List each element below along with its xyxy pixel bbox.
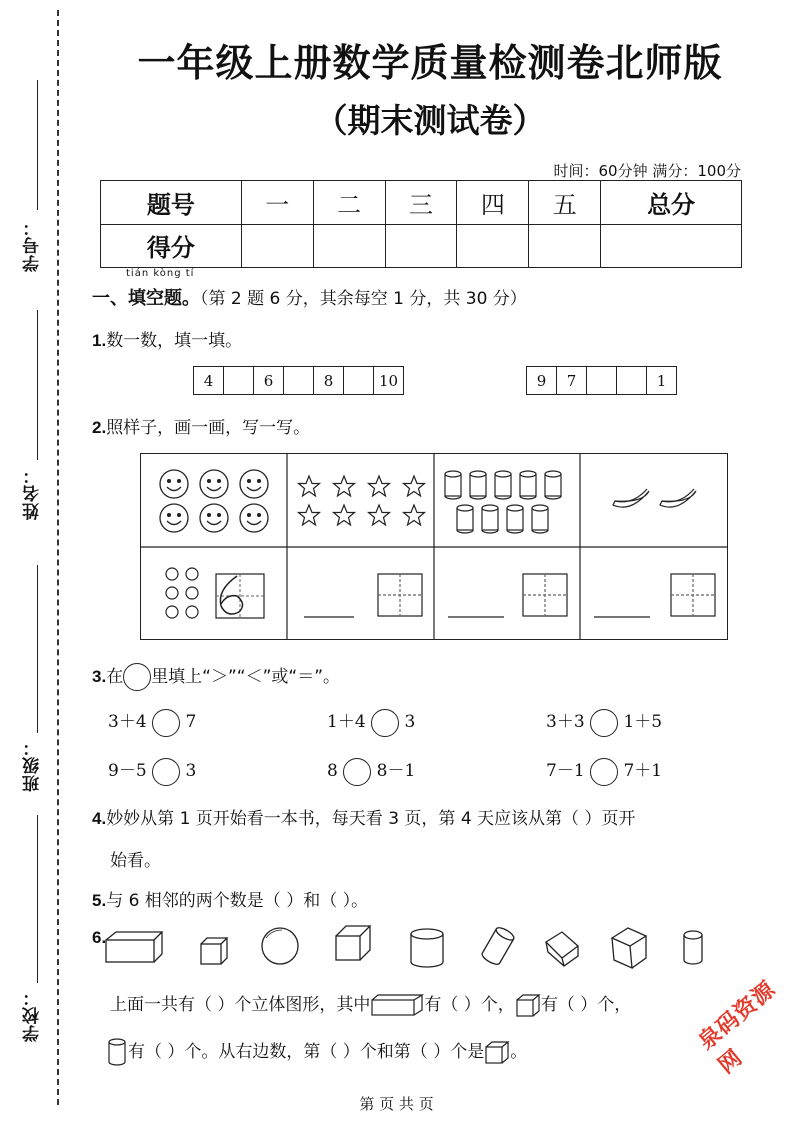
question-2	[92, 413, 310, 438]
score-header-cell: 总分	[601, 181, 742, 225]
compare-right: 7	[185, 712, 197, 732]
smiley-icon-group	[160, 470, 268, 532]
seq-blank[interactable]	[224, 367, 254, 394]
compare-item	[108, 756, 196, 786]
compare-right: 3	[185, 761, 197, 781]
school-line[interactable]	[37, 815, 38, 983]
compare-right: 8－1	[376, 761, 416, 781]
compare-left: 8	[327, 761, 338, 781]
name-label: 姓名：	[23, 466, 43, 520]
compare-item	[546, 756, 662, 786]
question-4-continued: 始看。	[110, 851, 161, 871]
seq-cell: 7	[557, 367, 587, 394]
question-text-post: 里填上“＞”“＜”或“＝”。	[151, 667, 341, 687]
compare-item	[327, 756, 415, 786]
score-input-cell[interactable]	[529, 224, 601, 268]
question-text: 上面一共有（ ）个立体图形，其中	[110, 995, 371, 1015]
section-pinyin: tián kòng tí	[126, 268, 195, 279]
cube-icon	[201, 938, 227, 964]
question-number: 5.	[92, 891, 107, 910]
question-number: 6.	[92, 928, 107, 947]
section-title: 一、填空题。	[92, 288, 200, 309]
solid-shapes-row	[100, 922, 720, 970]
compare-left: 1＋4	[327, 712, 366, 732]
score-input-cell[interactable]	[241, 224, 313, 268]
compare-item	[108, 707, 196, 737]
score-header-cell: 二	[313, 181, 385, 225]
cube-icon	[612, 928, 646, 968]
binding-dashed-line	[57, 10, 59, 1105]
question-number: 3.	[92, 667, 107, 686]
student-id-label: 学号：	[23, 218, 43, 272]
score-header-cell: 五	[529, 181, 601, 225]
score-header-cell: 一	[241, 181, 313, 225]
compare-left: 9－5	[108, 761, 147, 781]
seq-blank[interactable]	[344, 367, 374, 394]
compare-answer-circle[interactable]	[152, 758, 180, 786]
exam-meta: 时间：60分钟 满分：100分	[553, 162, 741, 180]
compare-right: 3	[404, 712, 416, 732]
cuboid-icon	[106, 932, 162, 962]
question-text: 妙妙从第 1 页开始看一本书，每天看 3 页，第 4 天应该从第（ ）页开	[106, 809, 636, 829]
school-label: 学校：	[23, 988, 43, 1042]
score-input-cell[interactable]	[313, 224, 385, 268]
compare-left: 3＋3	[546, 712, 585, 732]
student-id-line[interactable]	[37, 80, 38, 210]
cylinder-icon	[684, 931, 702, 964]
cylinder-icon	[106, 1037, 128, 1067]
star-icon-group	[299, 476, 425, 525]
compare-answer-circle[interactable]	[371, 709, 399, 737]
cube-icon	[484, 1040, 510, 1064]
compare-item	[546, 707, 662, 737]
seq-blank[interactable]	[284, 367, 314, 394]
compare-left: 7－1	[546, 761, 585, 781]
seq-cell: 9	[527, 367, 557, 394]
example-circle-group	[166, 568, 198, 618]
seq-blank[interactable]	[617, 367, 647, 394]
score-header-cell: 四	[457, 181, 529, 225]
question-4	[92, 804, 635, 829]
seq-blank[interactable]	[587, 367, 617, 394]
seq-cell: 1	[656, 371, 667, 390]
score-input-cell[interactable]	[457, 224, 529, 268]
example-writing-box	[216, 574, 264, 618]
question-number: 1.	[92, 331, 107, 350]
score-header-cell: 题号	[101, 181, 242, 225]
section-note: （第 2 题 6 分，其余每空 1 分，共 30 分）	[200, 289, 527, 309]
banana-icon-group	[613, 489, 696, 507]
drawing-grid	[140, 453, 728, 640]
question-5	[92, 886, 368, 911]
answer-writing-areas	[304, 574, 715, 617]
score-input-cell[interactable]	[601, 224, 742, 268]
score-value-row	[101, 224, 742, 268]
score-header-row	[101, 181, 742, 225]
compare-right: 1＋5	[623, 712, 663, 732]
question-6-line-1	[110, 990, 631, 1017]
question-number: 4.	[92, 809, 107, 828]
cylinder-icon	[411, 929, 443, 967]
class-label: 班级：	[23, 738, 43, 792]
cube-icon	[336, 926, 370, 960]
seq-cell: 10	[378, 371, 399, 390]
score-header-cell: 三	[385, 181, 457, 225]
compare-answer-circle[interactable]	[152, 709, 180, 737]
question-3	[92, 662, 340, 691]
compare-item	[327, 707, 415, 737]
question-1	[92, 326, 242, 351]
question-text: 。	[510, 1042, 528, 1062]
number-sequence-a	[193, 366, 404, 395]
number-sequence-b	[526, 366, 677, 395]
seq-cell: 4	[194, 367, 224, 394]
page-footer: 第 页 共 页	[359, 1095, 434, 1113]
cylinder-icon	[480, 925, 515, 966]
question-text: 与 6 相邻的两个数是（ ）和（ ）。	[106, 891, 369, 911]
sphere-icon	[262, 928, 298, 964]
question-text-pre: 在	[106, 667, 124, 687]
question-text: 有（ ）个，	[540, 995, 632, 1015]
question-text: 有（ ）个，	[424, 995, 515, 1015]
question-text: 照样子，画一画，写一写。	[106, 418, 311, 438]
question-6-line-2	[106, 1037, 527, 1067]
page-subtitle: （期末测试卷）	[314, 101, 546, 140]
name-line[interactable]	[37, 310, 38, 460]
score-table	[100, 180, 742, 268]
section-heading	[92, 284, 527, 310]
seq-cell: 6	[254, 367, 284, 394]
cuboid-icon	[370, 993, 424, 1017]
question-text: 有（ ）个。从右边数，第（ ）个和第（ ）个是	[128, 1042, 485, 1062]
question-text: 数一数，填一填。	[106, 331, 243, 351]
drawing-grid-art	[141, 454, 727, 639]
seq-cell: 8	[314, 367, 344, 394]
score-input-cell[interactable]	[385, 224, 457, 268]
score-row-label: 得分	[101, 224, 242, 268]
compare-right: 7＋1	[623, 761, 663, 781]
compare-answer-circle[interactable]	[590, 709, 618, 737]
compare-answer-circle[interactable]	[590, 758, 618, 786]
cube-icon	[515, 993, 541, 1017]
compare-left: 3＋4	[108, 712, 147, 732]
circle-icon	[123, 663, 151, 691]
cuboid-icon	[546, 932, 578, 966]
compare-answer-circle[interactable]	[343, 758, 371, 786]
watermark: 泉码资源网	[694, 976, 781, 1079]
question-number: 2.	[92, 418, 107, 437]
page-title: 一年级上册数学质量检测卷北师版	[137, 41, 723, 85]
class-line[interactable]	[37, 565, 38, 733]
cylinder-icon-group	[445, 471, 561, 533]
